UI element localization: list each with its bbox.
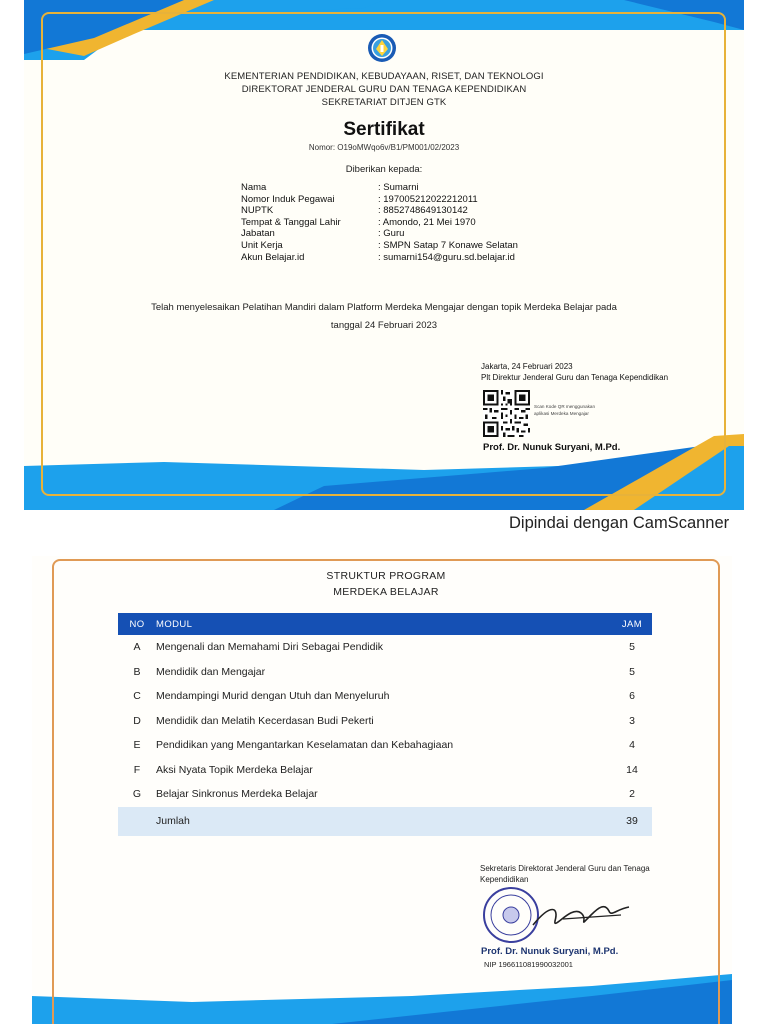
row-jam: 6: [629, 690, 635, 703]
info-value: : Guru: [378, 228, 405, 240]
total-label: Jumlah: [156, 815, 190, 827]
table-row: [118, 782, 652, 807]
row-modul: Pendidikan yang Mengantarkan Keselamatan dan Kebahagiaan: [156, 739, 454, 752]
row-modul: Belajar Sinkronus Merdeka Belajar: [156, 788, 318, 801]
recipient-info: [241, 182, 518, 263]
row-modul: Mengenali dan Memahami Diri Sebagai Pendidik: [156, 641, 384, 654]
row-modul: Aksi Nyata Topik Merdeka Belajar: [156, 763, 313, 776]
signature-block: [481, 361, 668, 383]
table-row: [118, 733, 652, 758]
info-value: : Amondo, 21 Mei 1970: [378, 216, 476, 228]
row-jam: 4: [629, 739, 635, 752]
info-row-birth: [241, 217, 518, 229]
program-signer-title: Sekretaris Direktorat Jenderal Guru dan Tenaga: [480, 864, 650, 873]
signer-title: Plt Direktur Jenderal Guru dan Tenaga Kependidikan: [481, 373, 669, 382]
completion-statement: Telah menyelesaikan Pelatihan Mandiri dalam Platform Merdeka Mengajar dengan topik Merdeka Belajar pada: [151, 302, 617, 313]
row-no: A: [133, 641, 141, 654]
table-row: [118, 684, 652, 709]
module-table: [118, 613, 652, 836]
table-row: [118, 635, 652, 660]
row-no: D: [133, 714, 141, 727]
info-row-name: [241, 182, 518, 194]
info-row-nuptk: [241, 205, 518, 217]
info-row-nip: [241, 194, 518, 206]
qr-code-icon: [483, 390, 530, 437]
qr-note-line: Scan Kode QR menggunakan: [534, 404, 596, 409]
ministry-line: KEMENTERIAN PENDIDIKAN, KEBUDAYAAN, RISET, DAN TEKNOLOGI: [224, 71, 544, 82]
row-modul: Mendampingi Murid dengan Utuh dan Menyeluruh: [156, 690, 390, 703]
program-title: STRUKTUR PROGRAM: [326, 570, 446, 582]
row-no: C: [133, 690, 141, 703]
qr-note: [534, 403, 595, 417]
total-row: [118, 807, 652, 836]
row-modul: Mendidik dan Melatih Kecerdasan Budi Pekerti: [156, 714, 374, 727]
info-label: Tempat & Tanggal Lahir: [241, 216, 341, 228]
header-jam: JAM: [621, 618, 643, 630]
signer-name: Prof. Dr. Nunuk Suryani, M.Pd.: [483, 442, 621, 453]
certificate-page: [24, 0, 744, 510]
info-row-unit: [241, 240, 518, 252]
qr-note-line: aplikasi Merdeka Mengajar: [534, 411, 589, 416]
row-jam: 2: [629, 788, 635, 801]
row-no: F: [133, 763, 141, 776]
table-header: [118, 613, 652, 635]
info-value: : 197005212022212011: [378, 193, 478, 205]
info-row-account: [241, 252, 518, 264]
row-jam: 5: [629, 641, 635, 654]
info-value: : sumarni154@guru.sd.belajar.id: [378, 251, 515, 263]
program-signer-title: Kependidikan: [480, 875, 529, 884]
table-row: [118, 709, 652, 734]
place-date: Jakarta, 24 Februari 2023: [481, 362, 573, 371]
row-no: B: [133, 665, 141, 678]
official-stamp-and-signature: [481, 885, 651, 945]
row-no: E: [133, 739, 141, 752]
row-modul: Mendidik dan Mengajar: [156, 665, 266, 678]
row-jam: 5: [629, 665, 635, 678]
info-label: Jabatan: [241, 228, 275, 240]
scanner-caption: Dipindai dengan CamScanner: [509, 514, 730, 532]
table-row: [118, 660, 652, 685]
row-jam: 3: [629, 714, 635, 727]
program-signer-nip: NIP 196611081990032001: [484, 960, 573, 969]
table-row: [118, 758, 652, 783]
info-row-position: [241, 228, 518, 240]
info-label: Akun Belajar.id: [241, 251, 305, 263]
program-signer-name: Prof. Dr. Nunuk Suryani, M.Pd.: [481, 946, 619, 957]
info-value: : Sumarni: [378, 182, 419, 193]
certificate-title: Sertifikat: [343, 119, 425, 140]
tut-wuri-handayani-logo: [367, 33, 397, 63]
given-to-label: Diberikan kepada:: [345, 164, 423, 175]
row-no: G: [132, 788, 142, 801]
info-value: : 8852748649130142: [378, 205, 468, 217]
total-value: 39: [626, 815, 638, 827]
program-signature-block: [480, 863, 650, 885]
header-no: NO: [129, 618, 145, 630]
program-structure-page: [32, 556, 732, 1024]
info-label: Nama: [241, 182, 267, 193]
info-label: Nomor Induk Pegawai: [241, 193, 335, 205]
info-label: Unit Kerja: [241, 239, 283, 251]
completion-date: tanggal 24 Februari 2023: [330, 320, 438, 331]
row-jam: 14: [626, 763, 638, 776]
info-value: : SMPN Satap 7 Konawe Selatan: [378, 239, 518, 251]
secretariat-line: SEKRETARIAT DITJEN GTK: [321, 97, 447, 108]
certificate-number: Nomor: O19oMWqo6v/B1/PM001/02/2023: [308, 143, 460, 152]
directorate-line: DIREKTORAT JENDERAL GURU DAN TENAGA KEPENDIDIKAN: [241, 84, 527, 95]
program-subtitle: MERDEKA BELAJAR: [333, 586, 439, 598]
header-modul: MODUL: [156, 618, 193, 630]
info-label: NUPTK: [241, 205, 274, 217]
